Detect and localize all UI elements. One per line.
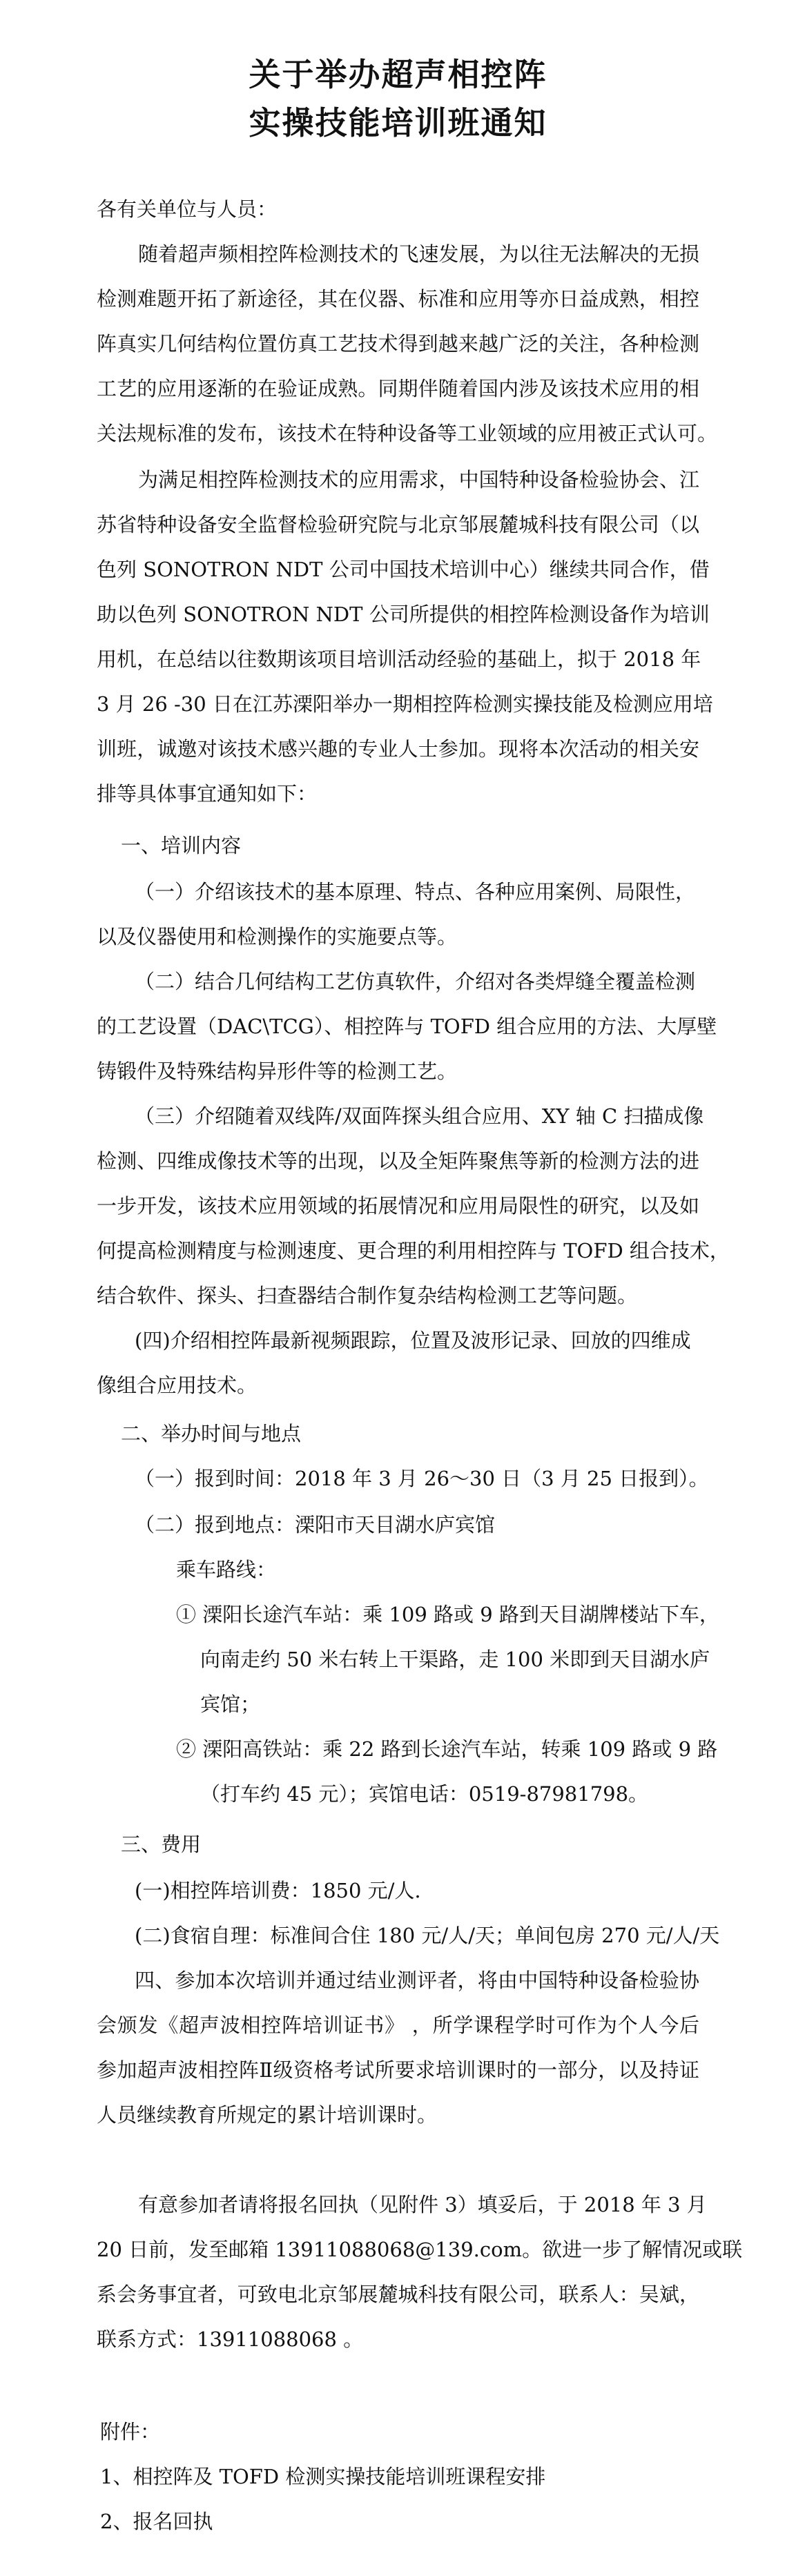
section-heading-training-content: 一、培训内容 (121, 834, 242, 857)
document-title-line-1: 关于举办超声相控阵 (249, 56, 547, 93)
text-line: 工艺的应用逐渐的在验证成熟。同期伴随着国内涉及该技术应用的相 (97, 377, 699, 400)
text-line: 20 日前，发至邮箱 13911088068@139.com。欲进一步了解情况或联 (97, 2238, 743, 2261)
text-line: 一步开发，该技术应用领域的拓展情况和应用局限性的研究，以及如 (97, 1194, 699, 1218)
text-line: 铸锻件及特殊结构异形件等的检测工艺。 (97, 1060, 458, 1083)
text-line: 以及仪器使用和检测操作的实施要点等。 (97, 925, 458, 948)
text-line: 有意参加者请将报名回执（见附件 3）填妥后，于 2018 年 3 月 (138, 2193, 707, 2216)
text-line: 宾馆； (200, 1692, 261, 1716)
text-line: 为满足相控阵检测技术的应用需求，中国特种设备检验协会、江 (138, 468, 699, 491)
section-heading-fees: 三、费用 (121, 1833, 202, 1856)
text-line: (四)介绍相控阵最新视频跟踪，位置及波形记录、回放的四维成 (135, 1329, 691, 1352)
text-line: （三）介绍随着双线阵/双面阵探头组合应用、XY 轴 C 扫描成像 (135, 1104, 704, 1128)
text-line: 联系方式：13911088068 。 (97, 2328, 364, 2351)
text-line: 排等具体事宜通知如下： (97, 782, 318, 806)
section-heading-time-and-place: 二、举办时间与地点 (121, 1422, 302, 1445)
attachment-item-1: 1、相控阵及 TOFD 检测实操技能培训班课程安排 (100, 2465, 546, 2488)
text-line: 结合软件、探头、扫查器结合制作复杂结构检测工艺等问题。 (97, 1284, 638, 1307)
bus-route-label: 乘车路线： (176, 1558, 277, 1581)
text-line: ② 溧阳高铁站：乘 22 路到长途汽车站，转乘 109 路或 9 路 (176, 1737, 718, 1761)
text-line: 像组合应用技术。 (97, 1374, 258, 1397)
training-fee: (一)相控阵培训费：1850 元/人. (135, 1879, 421, 1902)
accommodation-fee: (二)食宿自理：标准间合住 180 元/人/天；单间包房 270 元/人/天 (135, 1924, 720, 1947)
text-line: 人员继续教育所规定的累计培训课时。 (97, 2103, 438, 2127)
text-line: ① 溧阳长途汽车站：乘 109 路或 9 路到天目湖牌楼站下车， (176, 1603, 719, 1626)
text-line: （打车约 45 元）；宾馆电话：0519-87981798。 (200, 1782, 649, 1806)
document-title-line-2: 实操技能培训班通知 (249, 104, 547, 142)
registration-time: （一）报到时间：2018 年 3 月 26～30 日（3 月 25 日报到）。 (135, 1467, 709, 1490)
text-line: 何提高检测精度与检测速度、更合理的利用相控阵与 TOFD 组合技术， (97, 1239, 730, 1262)
text-line: 随着超声频相控阵检测技术的飞速发展，为以往无法解决的无损 (138, 242, 699, 266)
text-line: 关法规标准的发布，该技术在特种设备等工业领域的应用被正式认可。 (97, 422, 718, 445)
text-line: 系会务事宜者，可致电北京邹展麓城科技有限公司，联系人：吴斌， (97, 2283, 699, 2306)
text-line: 苏省特种设备安全监督检验研究院与北京邹展麓城科技有限公司（以 (97, 513, 699, 536)
text-line: （一）介绍该技术的基本原理、特点、各种应用案例、局限性， (135, 880, 696, 904)
text-line: 3 月 26 -30 日在江苏溧阳举办一期相控阵检测实操技能及检测应用培 (97, 692, 713, 716)
text-line: 用机，在总结以往数期该项目培训活动经验的基础上，拟于 2018 年 (97, 647, 701, 671)
text-line: 四、参加本次培训并通过结业测评者，将由中国特种设备检验协 (135, 1969, 699, 1992)
attachment-item-2: 2、报名回执 (100, 2510, 213, 2533)
text-line: （二）结合几何结构工艺仿真软件，介绍对各类焊缝全覆盖检测 (135, 970, 696, 993)
text-line: 参加超声波相控阵Ⅱ级资格考试所要求培训课时的一部分，以及持证 (97, 2058, 699, 2082)
text-line: 向南走约 50 米右转上干渠路，走 100 米即到天目湖水庐 (200, 1648, 710, 1671)
text-line: 助以色列 SONOTRON NDT 公司所提供的相控阵检测设备作为培训 (97, 603, 710, 626)
attachments-heading: 附件： (100, 2420, 161, 2443)
text-line: 检测、四维成像技术等的出现，以及全矩阵聚焦等新的检测方法的进 (97, 1149, 699, 1173)
text-line: 阵真实几何结构位置仿真工艺技术得到越来越广泛的关注，各种检测 (97, 332, 699, 355)
text-line: 检测难题开拓了新途径，其在仪器、标准和应用等亦日益成熟，相控 (97, 287, 699, 311)
text-line: 会颁发《超声波相控阵培训证书》 ，所学课程学时可作为个人今后 (97, 2013, 699, 2037)
text-line: 训班，诚邀对该技术感兴趣的专业人士参加。现将本次活动的相关安 (97, 737, 699, 761)
salutation: 各有关单位与人员： (97, 197, 278, 221)
registration-place: （二）报到地点：溧阳市天目湖水庐宾馆 (135, 1513, 496, 1536)
text-line: 色列 SONOTRON NDT 公司中国技术培训中心）继续共同合作，借 (97, 558, 710, 581)
text-line: 的工艺设置（DAC\TCG）、相控阵与 TOFD 组合应用的方法、大厚壁 (97, 1015, 717, 1038)
